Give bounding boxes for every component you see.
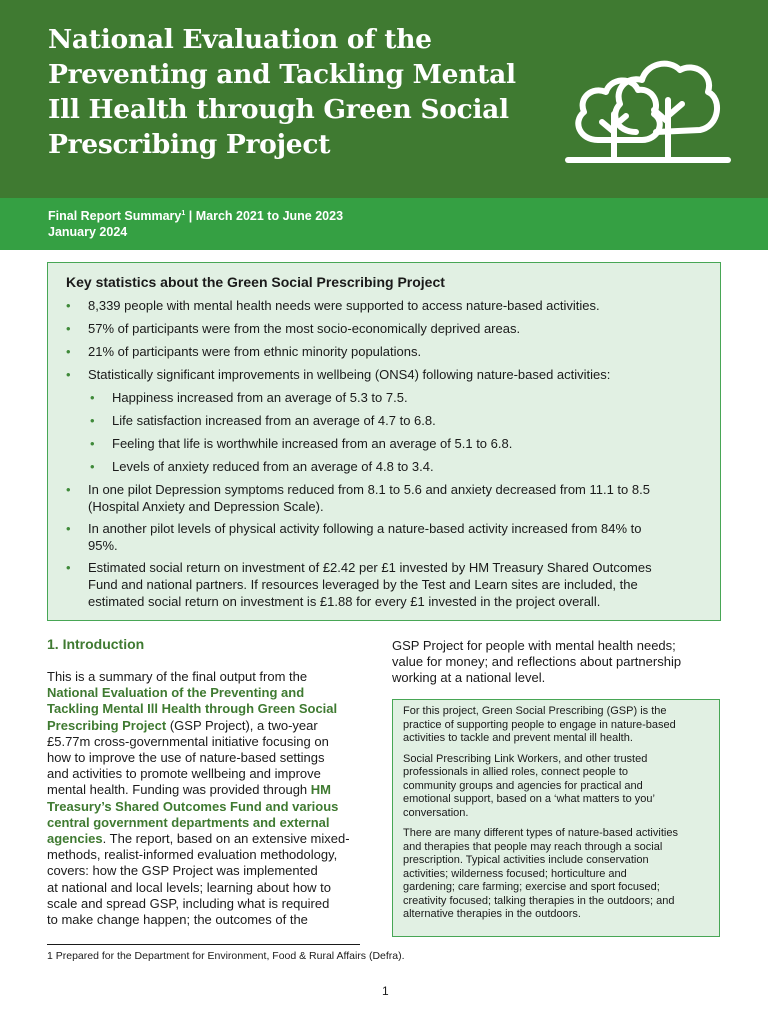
paragraph-text: at national and local levels; learning about how to <box>47 879 332 895</box>
stat-text-line: Statistically significant improvements in wellbeing (ONS4) following nature-based activities: <box>88 367 611 382</box>
stat-text-line: Happiness increased from an average of 5.3 to 7.5. <box>112 390 408 405</box>
paragraph-line <box>47 799 382 815</box>
definition-line: practice of supporting people to engage in nature-based <box>403 718 676 731</box>
paragraph-text: £5.77m cross-governmental initiative focusing on <box>47 733 329 749</box>
paragraph-text: scale and spread GSP, including what is required <box>47 895 330 911</box>
definition-line: conversation. <box>403 806 469 819</box>
key-statistics-title: Key statistics about the Green Social Prescribing Project <box>66 274 445 290</box>
publication-date: January 2024 <box>48 225 128 239</box>
bullet-icon: • <box>66 521 71 536</box>
paragraph-line <box>47 701 382 717</box>
subheader-bar <box>0 198 768 250</box>
trees-icon <box>558 40 738 170</box>
title-line: Ill Health through Green Social <box>48 94 509 125</box>
stat-item <box>66 343 718 360</box>
definition-line: community groups and agencies for practical and <box>403 779 643 792</box>
paragraph-text: and activities to promote wellbeing and improve <box>47 766 321 782</box>
bullet-icon: • <box>90 436 95 451</box>
page-number: 1 <box>382 984 389 998</box>
definition-line: There are many different types of nature-based activities <box>403 827 678 839</box>
paragraph-line <box>47 863 382 879</box>
document-title <box>48 22 578 162</box>
bullet-icon: • <box>90 390 95 405</box>
stat-text-line: Estimated social return on investment of £2.42 per £1 invested by HM Treasury Shared Outcomes <box>88 560 652 575</box>
report-period <box>48 209 343 223</box>
stat-text-line: (Hospital Anxiety and Depression Scale). <box>88 499 324 514</box>
stat-text-line: 8,339 people with mental health needs were supported to access nature-based activities. <box>88 298 600 313</box>
definition-paragraph <box>403 753 713 821</box>
paragraph-text: This is a summary of the final output from the <box>47 669 308 684</box>
report-type: Final Report Summary <box>48 209 182 223</box>
stat-item <box>66 481 718 515</box>
gsp-definition-box <box>392 699 720 937</box>
bullet-icon: • <box>66 560 71 575</box>
paragraph-line <box>47 847 382 863</box>
title-line: National Evaluation of the <box>48 24 432 55</box>
introduction-continued <box>392 638 722 687</box>
footnote-divider <box>47 944 360 945</box>
paragraph-line <box>47 815 382 831</box>
paragraph-text: . The report, based on an extensive mixed- <box>102 831 350 847</box>
stat-text-line: 57% of participants were from the most socio-economically deprived areas. <box>88 321 521 336</box>
stat-item <box>66 559 718 610</box>
paragraph-line <box>47 750 382 766</box>
definition-line: prescription. Typical activities include conservation <box>403 854 649 866</box>
section-heading: 1. Introduction <box>47 636 145 652</box>
definition-line: professionals in allied roles, connect people to <box>403 766 629 778</box>
date-range: | March 2021 to June 2023 <box>185 209 344 223</box>
stat-text-line: 95%. <box>88 538 118 553</box>
footnote: 1 Prepared for the Department for Environment, Food & Rural Affairs (Defra). <box>47 950 405 962</box>
linked-title[interactable]: National Evaluation of the Preventing and <box>47 685 305 701</box>
definition-paragraph <box>403 705 713 746</box>
bullet-icon: • <box>90 413 95 428</box>
paragraph-line <box>47 718 382 734</box>
bullet-icon: • <box>66 321 71 336</box>
paragraph-line: working at a national level. <box>392 670 546 686</box>
stat-text-line: 21% of participants were from ethnic minority populations. <box>88 344 422 359</box>
definition-line: gardening; care farming; exercise and sport focused; <box>403 881 660 893</box>
paragraph-text: how to improve the use of nature-based settings <box>47 750 325 766</box>
bullet-icon: • <box>66 344 71 359</box>
definition-line: alternative therapies in the outdoors. <box>403 908 581 920</box>
key-statistics-box <box>47 262 721 621</box>
paragraph-line <box>47 782 382 798</box>
sub-stat-item <box>90 412 692 429</box>
definition-line: and therapies that people may reach through a social <box>403 840 663 853</box>
paragraph-line: GSP Project for people with mental health needs; <box>392 638 676 653</box>
definition-line: For this project, Green Social Prescribing (GSP) is the <box>403 705 667 717</box>
stat-text-line: estimated social return on investment is £1.88 for every £1 invested in the project overall. <box>88 594 601 609</box>
paragraph-line <box>47 896 382 912</box>
definition-line: emotional support, based on a ‘what matters to you’ <box>403 793 655 805</box>
bullet-icon: • <box>66 298 71 313</box>
paragraph-line <box>47 831 382 847</box>
paragraph-line <box>47 669 382 685</box>
paragraph-line <box>47 880 382 896</box>
stat-text-line: In another pilot levels of physical activity following a nature-based activity increased from 84% to <box>88 521 642 536</box>
linked-title[interactable]: Treasury’s Shared Outcomes Fund and various <box>47 798 339 814</box>
stat-text-line: In one pilot Depression symptoms reduced from 8.1 to 5.6 and anxiety decreased from 11.1 to 8.5 <box>88 482 650 497</box>
linked-title[interactable]: central government departments and external <box>47 814 330 830</box>
title-line: Prescribing Project <box>48 129 331 160</box>
stat-item <box>66 520 718 554</box>
paragraph-text: covers: how the GSP Project was implemented <box>47 863 318 879</box>
footnote-marker[interactable]: 1 <box>181 210 186 217</box>
paragraph-line <box>47 912 382 928</box>
linked-title[interactable]: agencies <box>47 831 103 847</box>
stat-item <box>66 297 718 314</box>
stat-item <box>66 366 718 383</box>
linked-title[interactable]: Prescribing Project <box>47 717 167 733</box>
paragraph-line: value for money; and reflections about partnership <box>392 654 682 670</box>
definition-paragraph <box>403 827 713 922</box>
stat-text-line: Life satisfaction increased from an average of 4.7 to 6.8. <box>112 413 436 428</box>
stat-text-line: Feeling that life is worthwhile increased from an average of 5.1 to 6.8. <box>112 436 513 451</box>
introduction-paragraph <box>47 669 382 928</box>
definition-text <box>403 705 713 929</box>
definition-line: creativity focused; talking therapies in the outdoors; and <box>403 894 675 907</box>
paragraph-text: (GSP Project), a two-year <box>166 717 318 733</box>
sub-stat-item <box>90 389 692 406</box>
bullet-icon: • <box>90 459 95 474</box>
linked-title[interactable]: Tackling Mental Ill Health through Green Social <box>47 701 338 717</box>
linked-title[interactable]: HM <box>310 782 331 798</box>
paragraph-line <box>47 685 382 701</box>
stat-text-line: Levels of anxiety reduced from an average of 4.8 to 3.4. <box>112 459 434 474</box>
definition-line: Social Prescribing Link Workers, and other trusted <box>403 752 648 765</box>
stat-text-line: Fund and national partners. If resources leveraged by the Test and Learn sites are included, the <box>88 577 638 592</box>
bullet-icon: • <box>66 482 71 497</box>
stat-item <box>66 320 718 337</box>
title-line: Preventing and Tackling Mental <box>48 59 516 90</box>
definition-line: activities to tackle and prevent mental ill health. <box>403 732 633 744</box>
bullet-icon: • <box>66 367 71 382</box>
paragraph-line <box>47 766 382 782</box>
title-banner <box>0 0 768 198</box>
paragraph-text: to make change happen; the outcomes of the <box>47 912 308 928</box>
paragraph-line <box>47 734 382 750</box>
paragraph-text: mental health. Funding was provided through <box>47 782 311 798</box>
definition-line: activities; wilderness focused; horticulture and <box>403 867 627 880</box>
sub-stat-item <box>90 435 692 452</box>
sub-stat-item <box>90 458 692 475</box>
paragraph-text: methods, realist-informed evaluation methodology, <box>47 847 338 863</box>
